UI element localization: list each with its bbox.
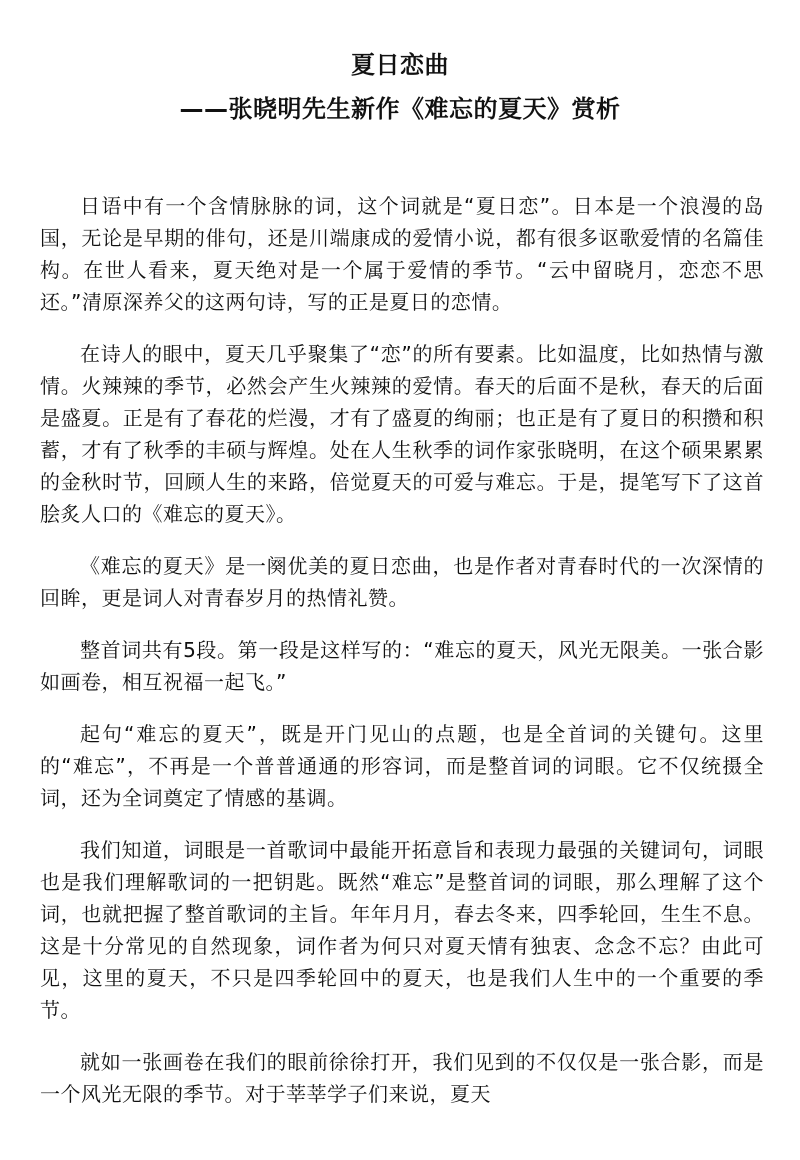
- paragraph-5: 起句“难忘的夏天”，既是开门见山的点题，也是全首词的关键句。这里的“难忘”，不再是一个普普通通的形容词，而是整首词的词眼。它不仅统摄全词，还为全词奠定了情感的基调。: [40, 722, 764, 810]
- paragraph-4: 整首词共有5段。第一段是这样写的：“难忘的夏天，风光无限美。一张合影如画卷，相互祝福一起飞。”: [40, 638, 764, 694]
- paragraph-2: 在诗人的眼中，夏天几乎聚集了“恋”的所有要素。比如温度，比如热情与激情。火辣辣的季节，必然会产生火辣辣的爱情。春天的后面不是秋，春天的后面是盛夏。正是有了春花的烂漫，才有了盛夏的绚丽；也正是有了夏日的积攒和积蓄，才有了秋季的丰硕与辉煌。处在人生秋季的词作家张晓明，在这个硕果累累的金秋时节，回顾人生的来路，倍觉夏天的可爱与难忘。于是，提笔写下了这首脍炙人口的《难忘的夏天》。: [40, 342, 764, 526]
- paragraph-1: 日语中有一个含情脉脉的词，这个词就是“夏日恋”。日本是一个浪漫的岛国，无论是早期的俳句，还是川端康成的爱情小说，都有很多讴歌爱情的名篇佳构。在世人看来，夏天绝对是一个属于爱情的季节。“云中留晓月，恋恋不思还。”清原深养父的这两句诗，写的正是夏日的恋情。: [40, 194, 764, 314]
- paragraph-3: 《难忘的夏天》是一阕优美的夏日恋曲，也是作者对青春时代的一次深情的回眸，更是词人对青春岁月的热情礼赞。: [40, 554, 764, 610]
- paragraph-6: 我们知道，词眼是一首歌词中最能开拓意旨和表现力最强的关键词句，词眼也是我们理解歌词的一把钥匙。既然“难忘”是整首词的词眼，那么理解了这个词，也就把握了整首歌词的主旨。年年月月，春去冬来，四季轮回，生生不息。这是十分常见的自然现象，词作者为何只对夏天情有独衷、念念不忘？由此可见，这里的夏天，不只是四季轮回中的夏天，也是我们人生中的一个重要的季节。: [40, 838, 764, 1022]
- article-subtitle: ——张晓明先生新作《难忘的夏天》赏析: [179, 95, 621, 123]
- article-body: [40, 190, 764, 1130]
- paragraph-7: 就如一张画卷在我们的眼前徐徐打开，我们见到的不仅仅是一张合影，而是一个风光无限的季节。对于莘莘学子们来说，夏天: [40, 1050, 764, 1106]
- article-title: 夏日恋曲: [351, 51, 449, 79]
